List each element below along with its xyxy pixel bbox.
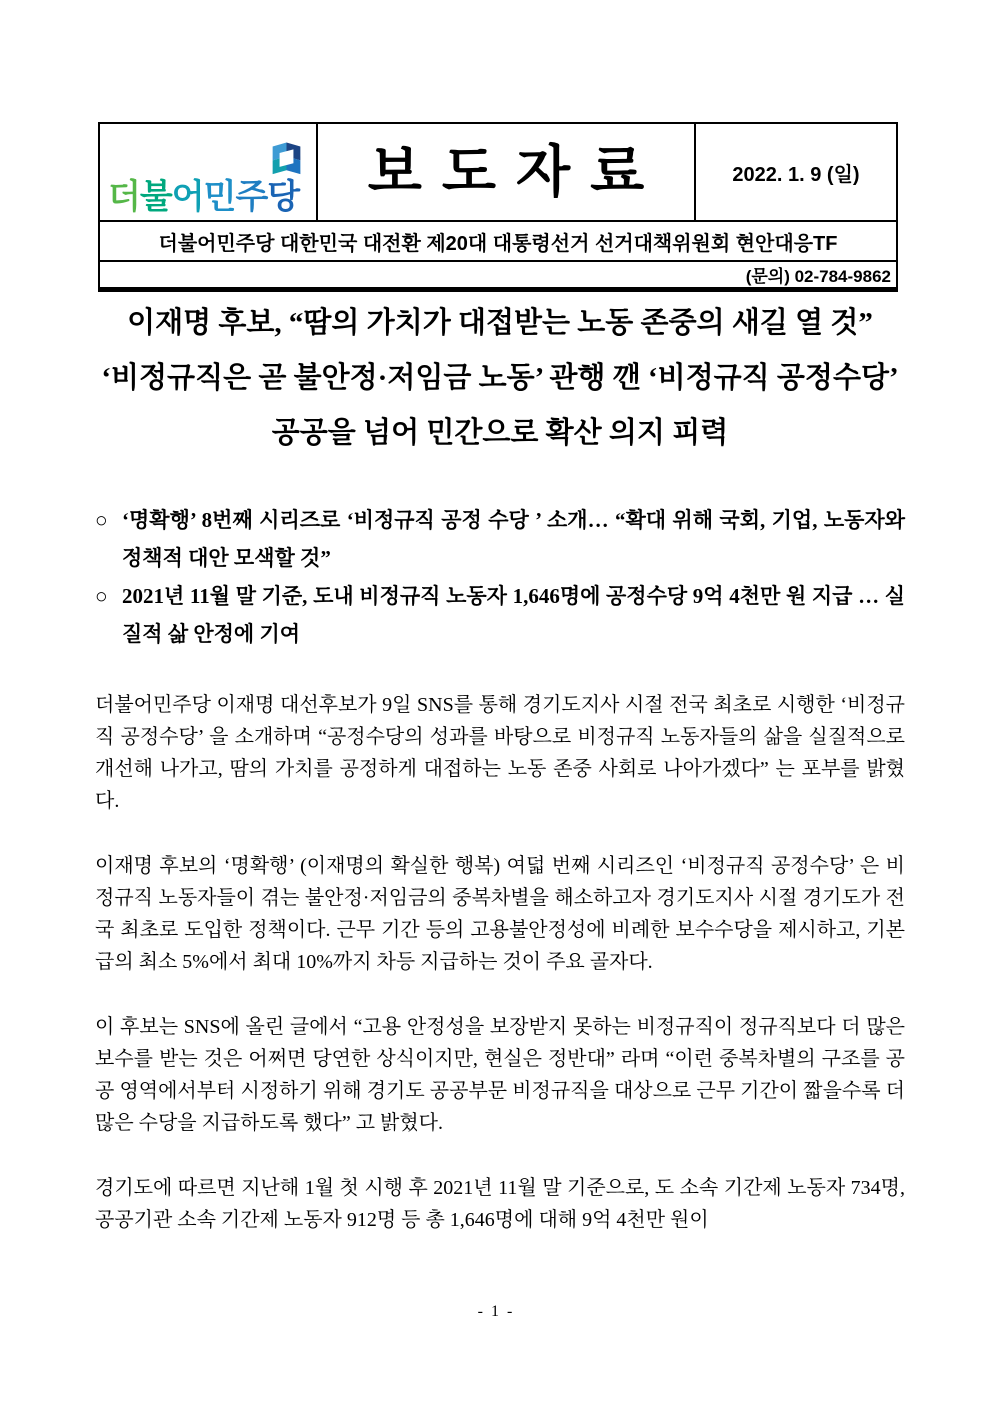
- body-paragraph: 이 후보는 SNS에 올린 글에서 “고용 안정성을 보장받지 못하는 비정규직이 정규직보다 더 많은 보수를 받는 것은 어쩌면 당연한 상식이지만, 현실은 정반대” 라며 “이런 중복차별의 구조를 공공 영역에서부터 시정하기 위해 경기도 공공부문 비정규직을 대상으로 근무 기간이 짧을수록 더 많은 수당을 지급하도록 했다” 고 밝혔다.: [95, 1016, 905, 1134]
- page-number: - 1 -: [477, 1303, 515, 1320]
- release-date: 2022. 1. 9 (일): [732, 163, 860, 186]
- party-logo-char: 어: [171, 178, 204, 216]
- header-top-row: [100, 124, 896, 222]
- bullet-circle-icon: ○: [95, 508, 108, 532]
- document-type-title: 보도자료: [367, 140, 665, 203]
- headline-line-1: 이재명 후보, “땀의 가치가 대접받는 노동 존중의 새길 열 것”: [127, 307, 873, 339]
- party-logo-char: 당: [267, 178, 300, 216]
- summary-bullets: [95, 501, 905, 653]
- party-logo-text: [108, 178, 299, 216]
- party-logo-char: 민: [203, 178, 236, 216]
- body-paragraph: 더불어민주당 이재명 대선후보가 9일 SNS를 통해 경기도지사 시절 전국 최초로 시행한 ‘비정규직 공정수당’ 을 소개하며 “공정수당의 성과를 바탕으로 비정규직 노동자들의 삶을 실질적으로 개선해 나가고, 땀의 가치를 공정하게 대접하는 노동 존중 사회로 나아가겠다” 는 포부를 밝혔다.: [95, 694, 905, 812]
- body-paragraph: 이재명 후보의 ‘명확행’ (이재명의 확실한 행복) 여덟 번째 시리즈인 ‘비정규직 공정수당’ 은 비정규직 노동자들이 겪는 불안정·저임금의 중복차별을 해소하고자 경기도지사 시절 경기도가 전국 최초로 도입한 정책이다. 근무 기간 등의 고용불안정성에 비례한 보수수당을 제시하고, 기본급의 최소 5%에서 최대 10%까지 차등 지급하는 것이 주요 골자다.: [95, 855, 905, 973]
- bullet-circle-icon: ○: [95, 584, 108, 608]
- party-logo-wordmark: [108, 180, 299, 214]
- headline-line-3: 공공을 넘어 민간으로 확산 의지 피력: [271, 417, 729, 449]
- bullet-text: ‘명확행’ 8번째 시리즈로 ‘비정규직 공정 수당 ’ 소개… “확대 위해 국회, 기업, 노동자와 정책적 대안 모색할 것”: [122, 508, 905, 570]
- paragraph-block: [95, 689, 905, 1236]
- party-logo: [100, 124, 318, 220]
- party-logo-char: 불: [139, 178, 172, 216]
- headline: [95, 296, 905, 461]
- body-paragraph: 경기도에 따르면 지난해 1월 첫 시행 후 2021년 11월 말 기준으로, 도 소속 기간제 노동자 734명, 공공기관 소속 기간제 노동자 912명 등 총 1,646명에 대해 9억 4천만 원이: [95, 1177, 905, 1231]
- summary-bullet: [95, 501, 905, 577]
- summary-bullet: [95, 577, 905, 653]
- press-release-header: [98, 122, 898, 292]
- contact-phone: (문의) 02-784-9862: [745, 267, 891, 286]
- document-type-cell: [318, 124, 696, 220]
- committee-line: 더불어민주당 대한민국 대전환 제20대 대통령선거 선거대책위원회 현안대응TF: [100, 222, 896, 262]
- party-logo-char: 더: [108, 178, 140, 216]
- document-body: [95, 296, 905, 1236]
- bullet-text: 2021년 11월 말 기준, 도내 비정규직 노동자 1,646명에 공정수당 9억 4천만 원 지급 … 실질적 삶 안정에 기여: [122, 584, 905, 646]
- party-flag-icon: [270, 140, 303, 178]
- party-logo-char: 주: [235, 178, 268, 216]
- headline-line-2: ‘비정규직은 곧 불안정·저임금 노동’ 관행 깬 ‘비정규직 공정수당’: [101, 362, 899, 394]
